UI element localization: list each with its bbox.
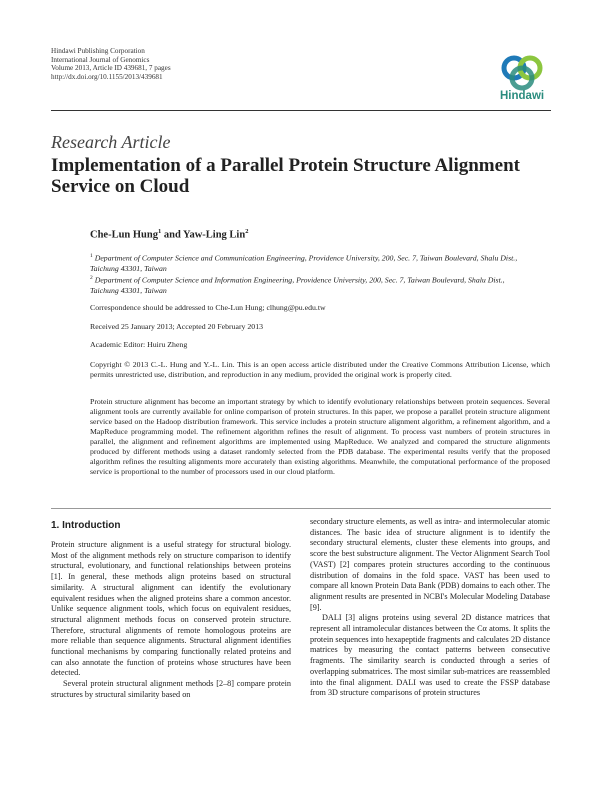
paragraph: Protein structure alignment is a useful strategy for structural biology. Most of the alignment methods rely on structure comparison to identify structural, evolutionary, and functional relationships between proteins [1]. In general, these methods align proteins based on structural similarity. A structural alignment can identify the evolutionary equivalent residues when the aligned proteins share a common ancestor. Unlike sequence alignment tools, which focus on equivalent residues, structural alignment methods focus on conserved protein structure. Therefore, structural alignments of remote homologous proteins are more reliable than sequence alignments. Structural alignment identifies functional mechanisms by comparing functionally related proteins and can also annotate the function of proteins whose structures have been detected. (51, 540, 291, 678)
article-type: Research Article (51, 132, 171, 152)
left-column (51, 540, 291, 701)
author-sup: 1 (157, 228, 162, 235)
section-heading: 1. Introduction (51, 520, 121, 531)
affiliation-text: Department of Computer Science and Information Engineering, Providence University, 200, Sec. 7, Taiwan Boulevard, Shalu Dist., Taichung 43301, Taiwan (90, 275, 505, 295)
affiliation (90, 273, 530, 296)
academic-editor: Academic Editor: Huiru Zheng (90, 340, 188, 349)
abstract: Protein structure alignment has become an important strategy by which to identify evolutionary relationships between protein sequences. Several alignment tools are currently available for online comparison of protein structures. In this paper, we propose a parallel protein structure alignment service based on the Hadoop distribution framework. This service includes a protein structure alignment algorithm, a refinement algorithm, and a MapReduce programming model. The refinement algorithm refines the result of alignment. To process vast numbers of protein structures in parallel, the alignment and refinement algorithms are implemented using MapReduce. We analyzed and compared the structure alignments produced by different methods using a dataset randomly selected from the PDB database. The experimental results verify that the proposed algorithm refines the resulting alignments more accurately than existing algorithms. Meanwhile, the computational performance of the proposed service is proportional to the number of processors used in our cloud platform. (90, 397, 550, 476)
right-column (310, 517, 550, 699)
affiliation-text: Department of Computer Science and Communication Engineering, Providence University, 200, Sec. 7, Taiwan Boulevard, Shalu Dist., Taichung 43301, Taiwan (90, 253, 518, 273)
affiliation-sup: 2 (90, 275, 93, 281)
paragraph: DALI [3] aligns proteins using several 2D distance matrices that represent all intramolecular distances between the Cα atoms. It splits the protein sequences into hexapeptide fragments and calculates 2D distance matrices by measuring the contact patterns between consecutive fragments. The similarity search is conducted through a series of overlapping submatrices. The most similar sub-matrices are reassembled into the final alignment. DALI was used to create the FSSP database from 3D structure comparisons of protein structures (310, 613, 550, 698)
publisher: Hindawi Publishing Corporation (51, 47, 145, 55)
author-name: Che-Lun Hung (90, 229, 158, 241)
doi-link[interactable]: http://dx.doi.org/10.1155/2013/439681 (51, 72, 163, 81)
paragraph: Several protein structural alignment methods [2–8] compare protein structures by structural similarity based on (51, 679, 291, 699)
article-title: Implementation of a Parallel Protein Structure Alignment Service on Cloud (51, 155, 520, 197)
author-sup: 2 (245, 228, 249, 235)
header-rule (51, 110, 551, 111)
paragraph: secondary structure elements, as well as intra- and intermolecular atomic distances. The basic idea of structure alignment is to identify the secondary structural elements, cluster these elements into groups, and score the best substructure alignment. The Vector Alignment Search Tool (VAST) [2] compares protein structures according to the continuous distribution of domains in the fold space. VAST has been used to compare all known Protein Data Bank (PDB) domains to each other. The alignment results are presented in NCBI's Molecular Modeling Database [9]. (310, 517, 550, 612)
correspondence: Correspondence should be addressed to Che-Lun Hung; clhung@pu.edu.tw (90, 303, 326, 312)
volume-info: Volume 2013, Article ID 439681, 7 pages (51, 64, 171, 73)
dates: Received 25 January 2013; Accepted 20 February 2013 (90, 322, 263, 331)
affiliation (90, 251, 530, 274)
journal-name: International Journal of Genomics (51, 55, 150, 64)
journal-header (51, 47, 171, 81)
section-rule (51, 508, 551, 509)
author-join: and (161, 229, 184, 241)
logo-text: Hindawi (500, 90, 545, 102)
author-list (90, 228, 248, 241)
copyright: Copyright © 2013 C.-L. Hung and Y.-L. Lin. This is an open access article distributed under the Creative Commons Attribution License, which permits unrestricted use, distribution, and reproduction in any medium, provided the original work is properly cited. (90, 360, 550, 379)
author-name: Yaw-Ling Lin (183, 229, 246, 241)
affiliation-sup: 1 (90, 253, 93, 259)
